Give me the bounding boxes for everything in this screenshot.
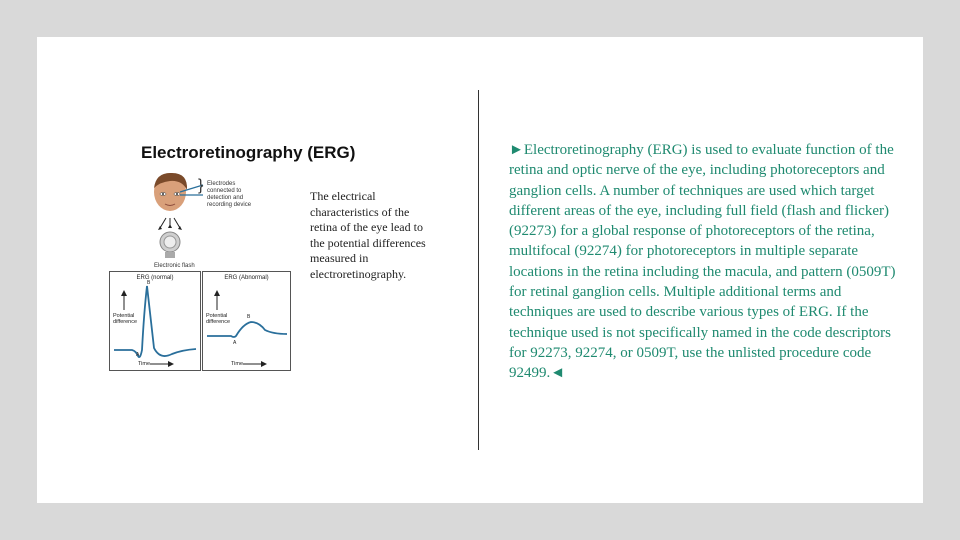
panel-title: ERG (Abnormal) — [224, 275, 269, 281]
figure-description: The electrical characteristics of the retina of the eye lead to the potential differences measured in electroretinography. — [310, 189, 426, 281]
panel-title: ERG (normal) — [136, 275, 174, 281]
erg-abnormal-panel — [202, 271, 291, 371]
erg-normal-panel — [109, 271, 201, 371]
figure-title: Electroretinography (ERG) — [141, 143, 356, 162]
peak-b-label: B — [247, 314, 251, 320]
electrodes-label: Electrodes connected to detection and recording device — [207, 181, 252, 208]
body-paragraph — [509, 140, 909, 384]
brace-icon: } — [198, 177, 204, 194]
y-axis-label: Potential difference — [113, 313, 138, 325]
peak-b-label: B — [147, 280, 151, 286]
body-text: Electroretinography (ERG) is used to evaluate function of the retina and optic nerve of the eye, including photoreceptors and ganglion cells. A number of techniques are used which target different areas of the eye, including full field (flash and flicker) (92273) for a global response of photoreceptors of the retina, multifocal (92274) for photoreceptors in multiple separate locations in the retina including the macula, and pattern (0509T) for retinal ganglion cells. Multiple additional terms and techniques are used to describe various types of ERG. If the technique used is not specifically named in the code descriptors for 92273, 92274, or 0509T, use the unlisted procedure code 92499. — [509, 142, 896, 382]
peak-a-label: A — [233, 340, 237, 346]
column-divider — [478, 90, 479, 450]
x-axis-label: Time — [138, 361, 151, 367]
end-marker-icon: ◄ — [550, 365, 566, 382]
peak-a-label: A — [136, 352, 140, 358]
x-axis-label: Time — [231, 361, 244, 367]
flash-label: Electronic flash — [154, 263, 195, 269]
start-marker-icon: ► — [509, 142, 524, 158]
y-axis-label: Potential difference — [206, 313, 231, 325]
